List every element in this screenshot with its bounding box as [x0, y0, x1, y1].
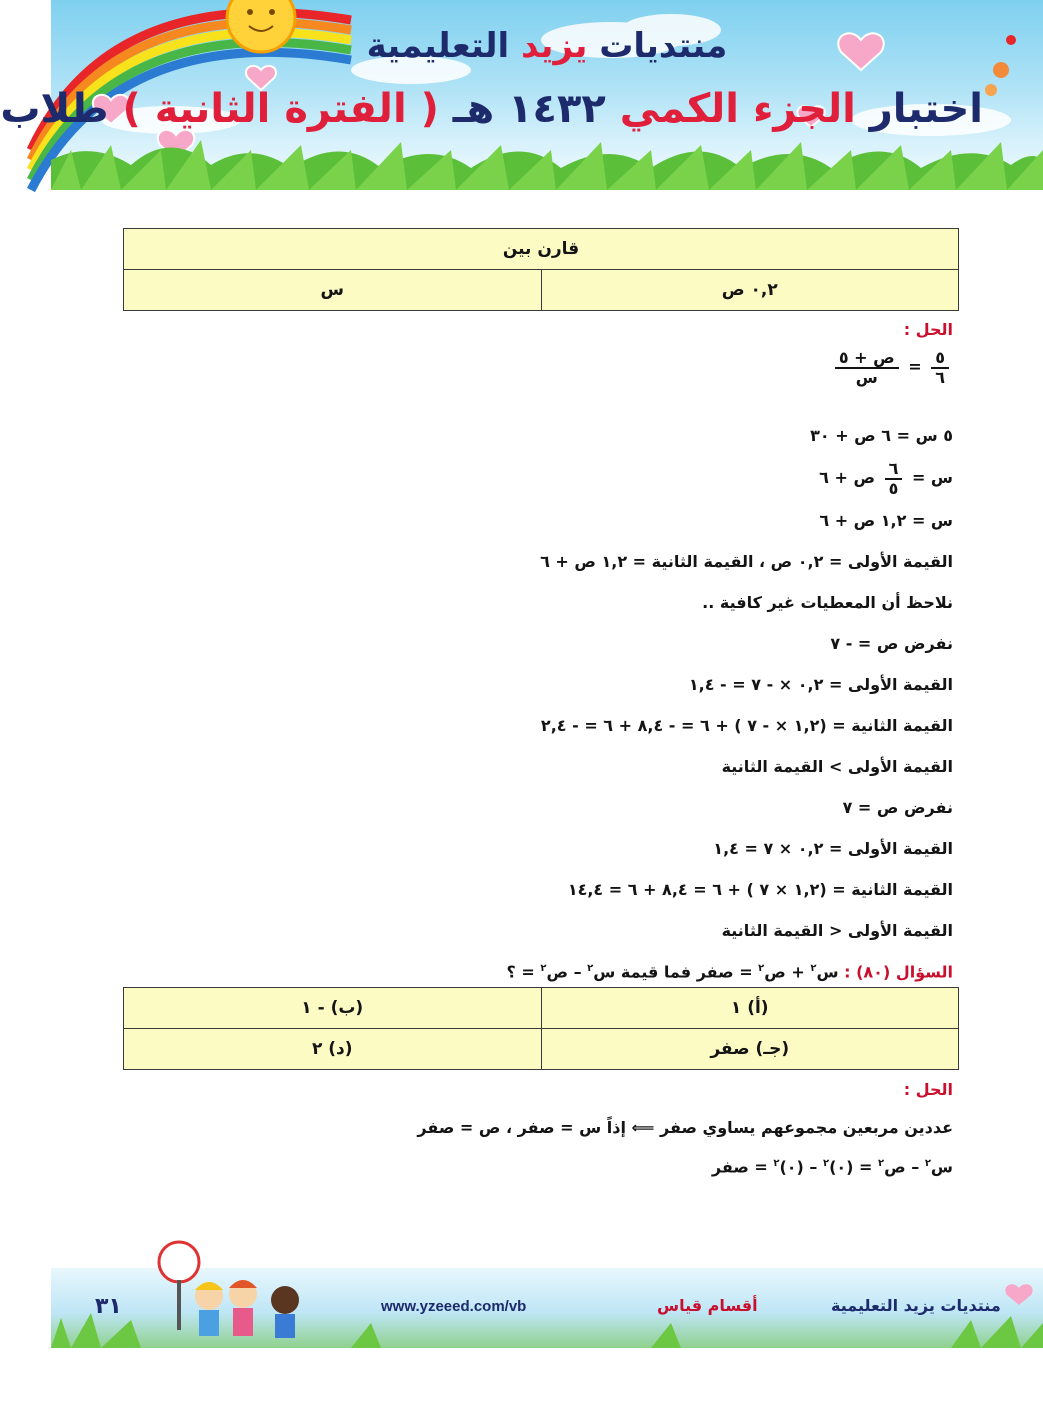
exponent: ٢: [773, 1158, 780, 1169]
solution-line: القيمة الأولى = ٠,٢ ص ، القيمة الثانية = ١,٢ ص + ٦: [540, 552, 953, 571]
solution-line: نفرض ص = ٧: [842, 798, 953, 817]
exam-title-highlight-part: الجزء الكمي: [619, 86, 856, 132]
options-table: [123, 987, 959, 1070]
solution-line: القيمة الثانية = (١,٢ × ٧ ) + ٦ = ٨,٤ + ٦ = ١٤,٤: [567, 880, 953, 899]
header-banner: [0, 0, 1043, 190]
footer-forum-name: منتديات يزيد التعليمية: [831, 1296, 1001, 1315]
fraction-five-sixths: [931, 349, 949, 386]
option-b: (ب) - ١: [124, 988, 542, 1029]
question-text: س: [816, 962, 845, 982]
compare-table: [123, 228, 959, 311]
solution2-label-row: [123, 1070, 959, 1110]
question-80: [123, 951, 959, 987]
option-d: (د) ٢: [124, 1029, 542, 1070]
equals-sign: =: [908, 357, 922, 377]
exam-title: [0, 86, 983, 132]
exam-title-highlight-period: ( الفترة الثانية ): [122, 86, 439, 132]
fraction-numerator: ٦: [885, 460, 903, 480]
footer-banner: [51, 1268, 1043, 1348]
solution-line: القيمة الأولى > القيمة الثانية: [721, 757, 953, 776]
page-content: [123, 228, 959, 1182]
option-a: (أ) ١: [541, 988, 959, 1029]
exponent: ٢: [758, 963, 765, 974]
kids-graphic: [159, 1242, 299, 1338]
forum-title: [51, 26, 1043, 66]
solution-line: القيمة الأولى < القيمة الثانية: [721, 921, 953, 940]
solution-line: س = ١,٢ ص + ٦: [819, 511, 953, 530]
solution-text: – (٠): [779, 1157, 823, 1177]
compare-second-quantity: س: [124, 270, 542, 311]
solution-text: = (٠): [829, 1157, 879, 1177]
exponent: ٢: [924, 1158, 931, 1169]
solution-text: س: [930, 1157, 953, 1177]
solution1-label: الحل :: [903, 320, 953, 339]
footer-heart-graphic: [1005, 1284, 1032, 1305]
forum-title-highlight: يزيد: [521, 26, 588, 66]
exponent: ٢: [587, 963, 594, 974]
fraction-six-fifths: [885, 460, 903, 497]
forum-title-suffix: التعليمية: [366, 26, 522, 66]
solution-text: = صفر: [711, 1157, 774, 1177]
footer-section-name: أقسام قياس: [657, 1296, 758, 1315]
page-number: ٣١: [95, 1294, 122, 1319]
forum-title-prefix: منتديات: [587, 26, 728, 66]
ratio-equation: [123, 349, 959, 399]
exam-title-year: ١٤٣٢ هـ: [438, 86, 620, 132]
question-text: + ص: [764, 962, 811, 982]
question-text: – ص: [546, 962, 588, 982]
solution2-line: عددين مربعين مجموعهم يساوي صفر ⟸ إذاً س = صفر ، ص = صفر: [417, 1118, 953, 1137]
solution-line: القيمة الأولى = ٠,٢ × - ٧ = - ١,٤: [688, 675, 953, 694]
solution2-line-final: [123, 1146, 959, 1182]
option-c: (جـ) صفر: [541, 1029, 959, 1070]
fraction-numerator: ٥: [931, 349, 949, 369]
solution-line: ٥ س = ٦ ص + ٣٠: [810, 426, 953, 445]
solution-text: ص + ٦: [819, 468, 876, 487]
fraction-denominator: ٦: [935, 367, 945, 387]
solution-text: س =: [911, 468, 953, 487]
site-url[interactable]: www.yzeeed.com/vb: [381, 1298, 527, 1315]
exponent: ٢: [810, 963, 817, 974]
exponent: ٢: [540, 963, 547, 974]
solution-line: نلاحظ أن المعطيات غير كافية ..: [702, 593, 953, 612]
exponent: ٢: [878, 1158, 885, 1169]
fraction-numerator: ص + ٥: [835, 349, 899, 369]
question-text: = ؟: [506, 962, 541, 982]
compare-first-quantity: ٠,٢ ص: [541, 270, 959, 311]
compare-header: قارن بين: [124, 229, 959, 270]
solution-line-fraction: [123, 456, 959, 500]
grass-graphic: [51, 140, 1043, 190]
exam-title-suffix: طلاب: [0, 86, 123, 132]
fraction-y-plus-five-over-x: [835, 349, 899, 386]
solution-line: نفرض ص = - ٧: [830, 634, 953, 653]
question-text: = صفر فما قيمة س: [593, 962, 759, 982]
solution-text: – ص: [884, 1157, 925, 1177]
solution2-label: الحل :: [903, 1080, 953, 1099]
solution-line: القيمة الأولى = ٠,٢ × ٧ = ١,٤: [713, 839, 953, 858]
exponent: ٢: [822, 1158, 830, 1169]
exam-title-prefix: اختبار: [855, 86, 983, 132]
solution1-label-row: [123, 311, 959, 349]
solution-line: القيمة الثانية = (١,٢ × - ٧ ) + ٦ = - ٨,٤ + ٦ = - ٢,٤: [540, 716, 953, 735]
fraction-denominator: س: [855, 367, 878, 387]
question-80-label: السؤال (٨٠) :: [844, 962, 953, 982]
fraction-denominator: ٥: [888, 478, 899, 498]
